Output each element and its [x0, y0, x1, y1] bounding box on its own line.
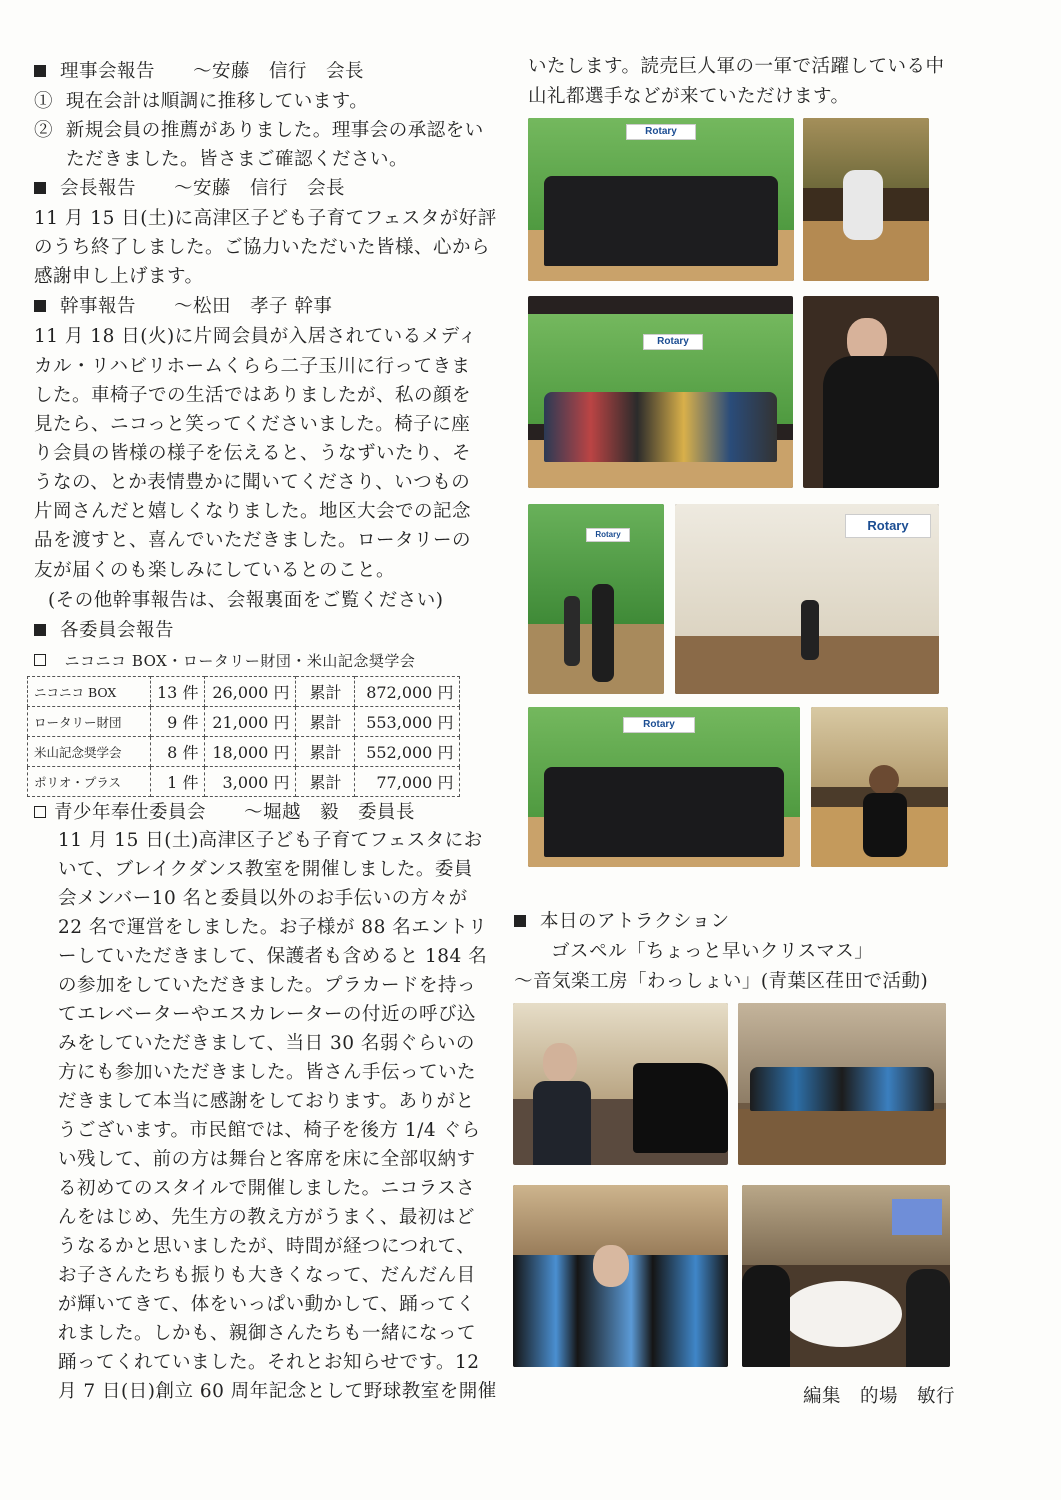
- youth-report-line: 会メンバー10 名と委員以外のお手伝いの方々が: [58, 888, 468, 909]
- fund-total: 77,000 円: [355, 767, 460, 797]
- youth-report-line: 方にも参加いただきました。皆さん手伝っていた: [58, 1062, 477, 1083]
- youth-report-line: ーしていただきまして、保護者も含めると 184 名: [58, 946, 488, 967]
- committee-reports-heading: 各委員会報告: [34, 616, 174, 646]
- hall-speakers-photo: [528, 504, 664, 694]
- fund-total: 553,000 円: [355, 707, 460, 737]
- youth-report-line: てエレベーターやエスカレーターの付近の呼び込: [58, 1004, 477, 1025]
- table-row: [28, 707, 460, 737]
- fund-count: 9 件: [151, 707, 205, 737]
- rotary-banner: Rotary: [626, 124, 696, 140]
- youth-report-line: んをはじめ、先生方の教え方がうまく、最初はど: [58, 1207, 475, 1228]
- audience-stage-photo: [675, 504, 939, 694]
- table-row: [28, 767, 460, 797]
- gospel-singers-photo: [513, 1185, 728, 1367]
- secretary-report-line: した。車椅子での生活ではありましたが、私の顔を: [34, 385, 472, 406]
- table-row: [28, 677, 460, 707]
- board-report-item-2-cont: ただきました。皆さまご確認ください。: [66, 149, 409, 170]
- president-report-heading: 会長報告 ～安藤 信行 会長: [34, 174, 345, 204]
- youth-report-line: の参加をしていただきました。プラカードを持っ: [58, 975, 477, 996]
- youth-report-line: うなるかと思いましたが、時間が経つにつれて、: [58, 1236, 476, 1257]
- square-bullet-icon: [514, 915, 526, 927]
- fund-name: ニコニコ BOX: [28, 677, 151, 707]
- fund-total-label: 累計: [296, 707, 355, 737]
- table-row: [28, 737, 460, 767]
- stage-group-photo: [528, 118, 794, 281]
- youth-report-line: うございます。市民館では、椅子を後方 1/4 ぐら: [58, 1120, 481, 1141]
- fund-amount: 18,000 円: [205, 737, 296, 767]
- secretary-report-line: うなの、とか表情豊かに聞いてくださり、いつもの: [34, 472, 471, 493]
- group-photo-black: [528, 707, 800, 867]
- microphone-speaker-photo: [803, 296, 939, 488]
- youth-report-line: る初めてのスタイルで開催しました。ニコラスさ: [58, 1178, 476, 1199]
- president-report-line: 11 月 15 日(土)に高津区子ども子育てフェスタが好評: [34, 208, 497, 229]
- youth-report-line: いて、ブレイクダンス教室を開催しました。委員: [58, 859, 473, 880]
- youth-report-line: い残して、前の方は舞台と客席を床に全部収納す: [58, 1149, 476, 1170]
- youth-report-line: 月 7 日(日)創立 60 周年記念として野球教室を開催: [58, 1381, 497, 1402]
- youth-report-line: 踊ってくれていました。それとお知らせです。12: [58, 1352, 480, 1373]
- rotary-banner: Rotary: [845, 514, 931, 538]
- secretary-report-line: 友が届くのも楽しみにしているとのこと。: [34, 560, 396, 581]
- square-bullet-icon: [34, 182, 46, 194]
- fund-table: [27, 676, 460, 797]
- breakdance-photo: [803, 118, 929, 281]
- youth-committee-heading: 青少年奉仕委員会 ～堀越 毅 委員長: [34, 798, 415, 828]
- rotary-banner: Rotary: [623, 717, 695, 733]
- fund-count: 1 件: [151, 767, 205, 797]
- secretary-report-line: 片岡さんだと嬉しくなりました。地区大会での記念: [34, 501, 472, 522]
- secretary-report-line: カル・リハビリホームくらら二子玉川に行ってきま: [34, 356, 471, 377]
- editor-credit: 編集 的場 敏行: [803, 1386, 956, 1407]
- fund-name: ロータリー財団: [28, 707, 151, 737]
- youth-report-line: だきまして本当に感謝をしております。ありがと: [58, 1091, 475, 1112]
- secretary-report-line: 11 月 18 日(火)に片岡会員が入居されているメディ: [34, 326, 478, 347]
- fund-total-label: 累計: [296, 767, 355, 797]
- fund-subheading: ニコニコ BOX・ロータリー財団・米山記念奨学会: [34, 646, 415, 676]
- banquet-table-photo: [742, 1185, 950, 1367]
- baseball-notice-line: 山礼都選手などが来ていただけます。: [528, 86, 850, 107]
- fund-amount: 21,000 円: [205, 707, 296, 737]
- fund-amount: 3,000 円: [205, 767, 296, 797]
- youth-report-line: れました。しかも、親御さんたちも一緒になって: [58, 1323, 477, 1344]
- baseball-notice-line: いたします。読売巨人軍の一軍で活躍している中: [528, 56, 945, 77]
- fund-count: 8 件: [151, 737, 205, 767]
- attraction-line-2: ～音気楽工房「わっしょい」(青葉区荏田で活動): [514, 971, 929, 992]
- fund-total-label: 累計: [296, 737, 355, 767]
- fund-total: 872,000 円: [355, 677, 460, 707]
- youth-report-line: 11 月 15 日(土)高津区子ども子育てフェスタにお: [58, 830, 483, 851]
- attraction-line-1: ゴスペル「ちょっと早いクリスマス」: [551, 941, 874, 962]
- child-dance-photo: [811, 707, 948, 867]
- secretary-report-line: り会員の皆様の様子を伝えると、うなずいたり、そ: [34, 443, 472, 464]
- rotary-banner: Rotary: [643, 334, 703, 350]
- fund-name: 米山記念奨学会: [28, 737, 151, 767]
- youth-report-line: が輝いてきて、体をいっぱい動かして、踊ってく: [58, 1294, 476, 1315]
- square-bullet-icon: [34, 65, 46, 77]
- secretary-report-note: (その他幹事報告は、会報裏面をご覧ください): [48, 590, 444, 611]
- rotary-banner: Rotary: [586, 528, 630, 542]
- board-report-item-2: ② 新規会員の推薦がありました。理事会の承認をい: [34, 120, 484, 141]
- youth-report-line: お子さんたちも振りも大きくなって、だんだん目: [58, 1265, 476, 1286]
- president-report-line: 感謝申し上げます。: [34, 266, 204, 287]
- fund-total-label: 累計: [296, 677, 355, 707]
- youth-report-line: 22 名で運営をしました。お子様が 88 名エントリ: [58, 917, 488, 938]
- hollow-square-icon: [34, 806, 46, 818]
- board-report-heading: 理事会報告 ～安藤 信行 会長: [34, 57, 364, 87]
- fund-amount: 26,000 円: [205, 677, 296, 707]
- youth-report-line: みをしていただきまして、当日 30 名弱ぐらいの: [58, 1033, 475, 1054]
- fund-count: 13 件: [151, 677, 205, 707]
- gospel-choir-photo: [738, 1003, 946, 1165]
- fund-name: ポリオ・プラス: [28, 767, 151, 797]
- attraction-heading: 本日のアトラクション: [514, 907, 730, 937]
- square-bullet-icon: [34, 624, 46, 636]
- fund-total: 552,000 円: [355, 737, 460, 767]
- secretary-report-line: 見たら、ニコっと笑ってくださいました。椅子に座: [34, 414, 471, 435]
- hollow-square-icon: [34, 654, 46, 666]
- square-bullet-icon: [34, 300, 46, 312]
- stage-children-photo: [528, 296, 793, 488]
- board-report-item-1: ① 現在会計は順調に推移しています。: [34, 91, 369, 112]
- piano-performance-photo: [513, 1003, 728, 1165]
- president-report-line: のうち終了しました。ご協力いただいた皆様、心から: [34, 237, 491, 258]
- secretary-report-heading: 幹事報告 ～松田 孝子 幹事: [34, 292, 332, 322]
- secretary-report-line: 品を渡すと、喜んでいただきました。ロータリーの: [34, 530, 472, 551]
